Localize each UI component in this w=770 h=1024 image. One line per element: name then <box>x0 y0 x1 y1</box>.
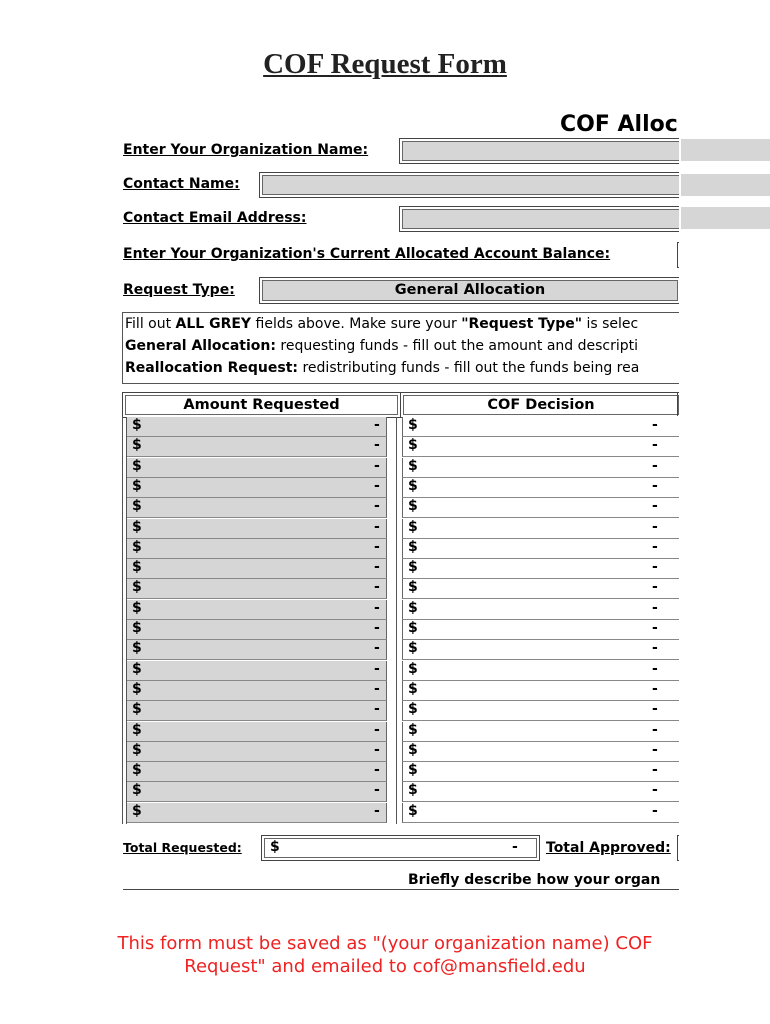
amount-requested-input[interactable] <box>126 559 387 579</box>
amount-requested-input[interactable] <box>126 803 387 823</box>
table-left-border <box>122 417 127 824</box>
currency-symbol: $ <box>408 437 418 454</box>
decision-value: - <box>652 457 658 474</box>
request-type-select[interactable]: General Allocation <box>259 277 679 304</box>
header-edge <box>677 392 679 416</box>
amount-requested-input[interactable] <box>126 681 387 701</box>
instruction-line-3: Reallocation Request: redistributing funds - fill out the funds being rea <box>125 360 640 376</box>
currency-symbol: $ <box>408 640 418 657</box>
amount-requested-input[interactable] <box>126 458 387 478</box>
currency-symbol: $ <box>408 457 418 474</box>
cof-decision-cell <box>402 701 679 721</box>
amount-requested-input[interactable] <box>126 742 387 762</box>
allocation-section-title: COF Alloc <box>560 112 678 137</box>
decision-value: - <box>652 741 658 758</box>
currency-symbol: $ <box>132 437 142 454</box>
cof-decision-cell <box>402 742 679 762</box>
cof-decision-cell <box>402 803 679 823</box>
currency-symbol: $ <box>132 782 142 799</box>
org-name-label: Enter Your Organization Name: <box>123 142 369 158</box>
amount-requested-header: Amount Requested <box>122 392 401 418</box>
currency-symbol: $ <box>132 477 142 494</box>
amount-requested-input[interactable] <box>126 600 387 620</box>
currency-symbol: $ <box>132 802 142 819</box>
decision-value: - <box>652 782 658 799</box>
footer-line-1: This form must be saved as "(your organization name) COF <box>117 933 653 954</box>
balance-label: Enter Your Organization's Current Allocated Account Balance: <box>123 246 611 262</box>
cof-decision-cell <box>402 519 679 539</box>
amount-requested-input[interactable] <box>126 640 387 660</box>
amounts-table <box>0 417 679 827</box>
amount-requested-input[interactable] <box>126 519 387 539</box>
currency-symbol: $ <box>408 741 418 758</box>
cof-decision-cell <box>402 437 679 457</box>
amount-requested-input[interactable] <box>126 437 387 457</box>
currency-symbol: $ <box>132 559 142 576</box>
save-instructions-note <box>0 932 770 978</box>
currency-symbol: $ <box>408 782 418 799</box>
decision-value: - <box>652 620 658 636</box>
decision-value: - <box>652 477 658 494</box>
cof-decision-cell <box>402 498 679 518</box>
total-requested-dollar: $ <box>270 839 280 855</box>
amount-value: - <box>374 498 380 515</box>
decision-value: - <box>652 640 658 657</box>
contact-name-input-ext <box>681 174 770 196</box>
amount-value: - <box>374 457 380 474</box>
cof-decision-cell <box>402 458 679 478</box>
currency-symbol: $ <box>408 599 418 616</box>
currency-symbol: $ <box>408 518 418 535</box>
currency-symbol: $ <box>408 477 418 494</box>
currency-symbol: $ <box>408 498 418 515</box>
currency-symbol: $ <box>132 680 142 697</box>
currency-symbol: $ <box>408 579 418 596</box>
amount-requested-input[interactable] <box>126 417 387 437</box>
total-requested-label: Total Requested: <box>123 840 242 855</box>
total-approved-field <box>677 835 679 861</box>
currency-symbol: $ <box>132 660 142 677</box>
amount-value: - <box>374 620 380 636</box>
decision-value: - <box>652 538 658 555</box>
decision-value: - <box>652 518 658 535</box>
currency-symbol: $ <box>132 599 142 616</box>
describe-rule <box>123 889 679 890</box>
currency-symbol: $ <box>408 701 418 718</box>
instruction-line-1: Fill out ALL GREY fields above. Make sure your "Request Type" is selec <box>125 316 639 332</box>
cof-decision-cell <box>402 640 679 660</box>
currency-symbol: $ <box>132 721 142 738</box>
currency-symbol: $ <box>132 538 142 555</box>
amount-value: - <box>374 538 380 555</box>
cof-decision-cell <box>402 661 679 681</box>
amount-value: - <box>374 579 380 596</box>
decision-value: - <box>652 660 658 677</box>
cof-decision-cell <box>402 681 679 701</box>
amount-value: - <box>374 599 380 616</box>
amount-requested-input[interactable] <box>126 661 387 681</box>
amount-value: - <box>374 518 380 535</box>
amount-value: - <box>374 721 380 738</box>
decision-value: - <box>652 721 658 738</box>
cof-decision-cell <box>402 559 679 579</box>
org-name-input-ext <box>681 139 770 161</box>
currency-symbol: $ <box>132 762 142 779</box>
amount-requested-input[interactable] <box>126 701 387 721</box>
currency-symbol: $ <box>132 457 142 474</box>
cof-decision-cell <box>402 782 679 802</box>
cof-decision-cell <box>402 579 679 599</box>
amount-value: - <box>374 559 380 576</box>
currency-symbol: $ <box>132 498 142 515</box>
currency-symbol: $ <box>408 680 418 697</box>
currency-symbol: $ <box>132 640 142 657</box>
total-requested-field <box>261 835 540 861</box>
cof-decision-header: COF Decision <box>400 392 679 418</box>
amount-value: - <box>374 660 380 677</box>
amount-requested-input[interactable] <box>126 762 387 782</box>
instructions-box <box>122 312 679 384</box>
amount-requested-input[interactable] <box>126 722 387 742</box>
request-type-label: Request Type: <box>123 282 235 298</box>
footer-line-2: Request" and emailed to cof@mansfield.edu <box>184 956 586 977</box>
instruction-line-2: General Allocation: requesting funds - fill out the amount and descripti <box>125 338 639 354</box>
cof-decision-cell <box>402 600 679 620</box>
currency-symbol: $ <box>408 620 418 636</box>
table-middle-border <box>396 417 400 824</box>
currency-symbol: $ <box>408 802 418 819</box>
describe-label: Briefly describe how your organ <box>408 872 661 888</box>
amount-requested-input[interactable] <box>126 498 387 518</box>
contact-name-label: Contact Name: <box>123 176 240 192</box>
amount-requested-input[interactable] <box>126 579 387 599</box>
amount-value: - <box>374 680 380 697</box>
total-requested-value: - <box>512 839 518 855</box>
decision-value: - <box>652 680 658 697</box>
amount-requested-input[interactable] <box>126 478 387 498</box>
decision-value: - <box>652 762 658 779</box>
amount-value: - <box>374 782 380 799</box>
currency-symbol: $ <box>132 518 142 535</box>
cof-decision-cell <box>402 539 679 559</box>
amount-value: - <box>374 437 380 454</box>
currency-symbol: $ <box>408 417 418 433</box>
amount-value: - <box>374 477 380 494</box>
decision-value: - <box>652 802 658 819</box>
decision-value: - <box>652 498 658 515</box>
decision-value: - <box>652 417 658 433</box>
contact-email-label: Contact Email Address: <box>123 210 307 226</box>
contact-name-input[interactable] <box>259 172 679 198</box>
currency-symbol: $ <box>132 417 142 433</box>
cof-decision-cell <box>402 620 679 640</box>
currency-symbol: $ <box>408 660 418 677</box>
amount-requested-input[interactable] <box>126 620 387 640</box>
total-approved-label: Total Approved: <box>546 840 671 856</box>
contact-email-input[interactable] <box>399 206 679 232</box>
currency-symbol: $ <box>132 741 142 758</box>
amount-requested-input[interactable] <box>126 539 387 559</box>
amount-value: - <box>374 762 380 779</box>
decision-value: - <box>652 559 658 576</box>
balance-input[interactable] <box>677 242 679 268</box>
cof-decision-cell <box>402 762 679 782</box>
amount-value: - <box>374 802 380 819</box>
amount-value: - <box>374 741 380 758</box>
cof-decision-cell <box>402 722 679 742</box>
contact-email-input-ext <box>681 207 770 229</box>
cof-decision-cell <box>402 478 679 498</box>
currency-symbol: $ <box>408 538 418 555</box>
decision-value: - <box>652 437 658 454</box>
amount-value: - <box>374 701 380 718</box>
amount-value: - <box>374 640 380 657</box>
page-title: COF Request Form <box>263 48 507 80</box>
amount-requested-input[interactable] <box>126 782 387 802</box>
currency-symbol: $ <box>408 721 418 738</box>
decision-value: - <box>652 599 658 616</box>
currency-symbol: $ <box>132 620 142 636</box>
currency-symbol: $ <box>408 762 418 779</box>
amount-value: - <box>374 417 380 433</box>
decision-value: - <box>652 579 658 596</box>
currency-symbol: $ <box>408 559 418 576</box>
currency-symbol: $ <box>132 579 142 596</box>
decision-value: - <box>652 701 658 718</box>
org-name-input[interactable] <box>399 138 679 164</box>
cof-decision-cell <box>402 417 679 437</box>
currency-symbol: $ <box>132 701 142 718</box>
